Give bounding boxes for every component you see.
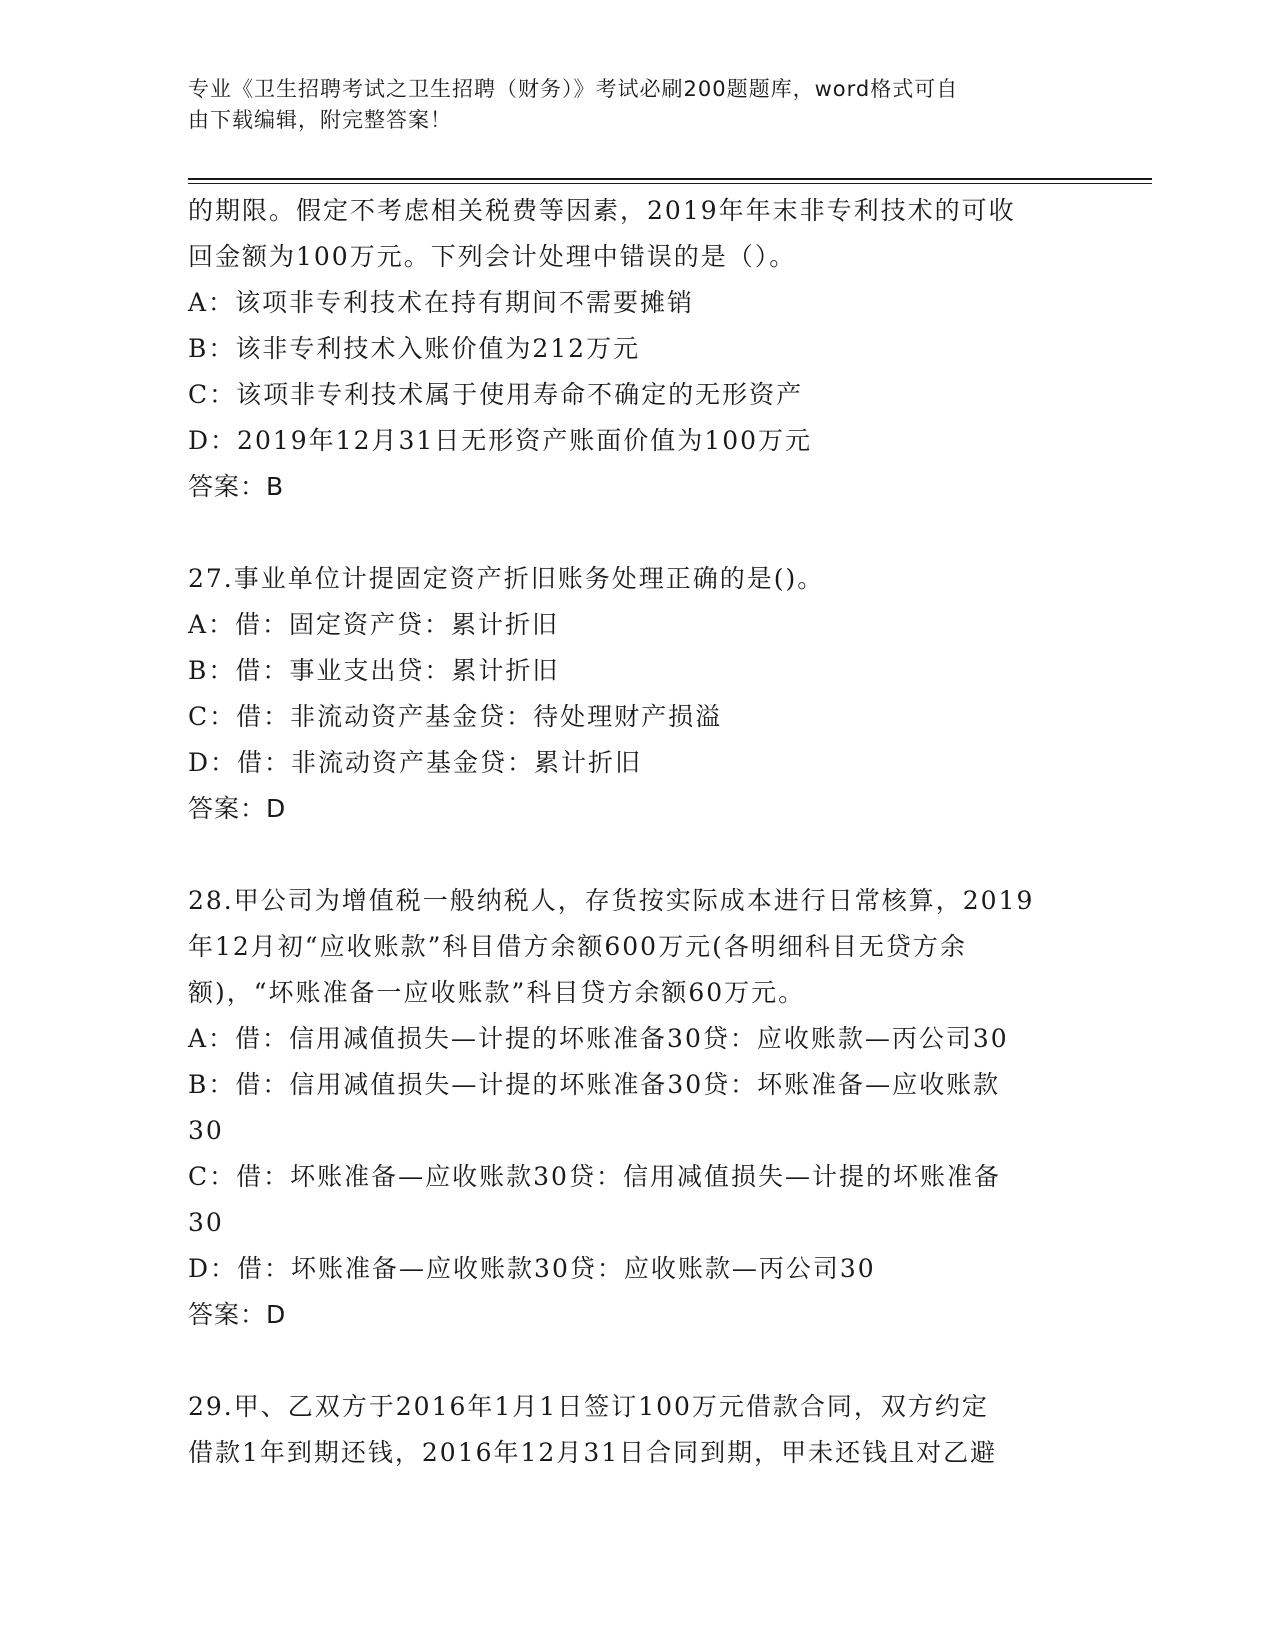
option-d: D：借：非流动资产基金贷：累计折旧 (188, 748, 643, 777)
header-divider-thin (188, 183, 1152, 184)
question-stem-line: 的期限。假定不考虑相关税费等因素，2019年年末非专利技术的可收 (188, 196, 1016, 225)
option-a: A：借：信用减值损失—计提的坏账准备30贷：应收账款—丙公司30 (188, 1024, 1009, 1053)
option-c: C：该项非专利技术属于使用寿命不确定的无形资产 (188, 380, 804, 409)
question-27-block (188, 556, 1088, 832)
spacer (188, 510, 1088, 556)
answer-line: 答案：D (188, 1300, 287, 1329)
question-stem-line: 27.事业单位计提固定资产折旧账务处理正确的是()。 (188, 564, 825, 593)
header-divider-thick (188, 178, 1152, 180)
option-d: D：借：坏账准备—应收账款30贷：应收账款—丙公司30 (188, 1254, 876, 1283)
option-b: B：借：信用减值损失—计提的坏账准备30贷：坏账准备—应收账款 (188, 1070, 1001, 1099)
option-c: C：借：非流动资产基金贷：待处理财产损溢 (188, 702, 723, 731)
question-stem-line: 回金额为100万元。下列会计处理中错误的是（）。 (188, 242, 797, 271)
option-a: A：借：固定资产贷：累计折旧 (188, 610, 560, 639)
header-line-1: 专业《卫生招聘考试之卫生招聘（财务）》考试必刷200题题库，word格式可自 (188, 77, 959, 101)
question-29-block (188, 1384, 1088, 1476)
question-stem-line: 额)，“坏账准备一应收账款”科目贷方余额60万元。 (188, 978, 806, 1007)
option-c: C：借：坏账准备—应收账款30贷：信用减值损失—计提的坏账准备 (188, 1162, 1001, 1191)
question-stem-line: 借款1年到期还钱，2016年12月31日合同到期，甲未还钱且对乙避 (188, 1438, 998, 1467)
document-body (188, 188, 1088, 1476)
question-stem-line: 28.甲公司为增值税一般纳税人，存货按实际成本进行日常核算，2019 (188, 886, 1035, 915)
option-c-continuation: 30 (188, 1208, 224, 1237)
option-d: D：2019年12月31日无形资产账面价值为100万元 (188, 426, 813, 455)
spacer (188, 1338, 1088, 1384)
option-b: B：该非专利技术入账价值为212万元 (188, 334, 641, 363)
question-28-block (188, 878, 1088, 1338)
question-stem-line: 29.甲、乙双方于2016年1月1日签订100万元借款合同，双方约定 (188, 1392, 989, 1421)
question-26-block (188, 188, 1088, 510)
option-a: A：该项非专利技术在持有期间不需要摊销 (188, 288, 695, 317)
question-stem-line: 年12月初“应收账款”科目借方余额600万元(各明细科目无贷方余 (188, 932, 967, 961)
option-b: B：借：事业支出贷：累计折旧 (188, 656, 560, 685)
document-header (188, 74, 1068, 136)
spacer (188, 832, 1088, 878)
answer-line: 答案：B (188, 472, 285, 501)
header-line-2: 由下载编辑，附完整答案！ (188, 108, 452, 132)
option-b-continuation: 30 (188, 1116, 224, 1145)
answer-line: 答案：D (188, 794, 287, 823)
